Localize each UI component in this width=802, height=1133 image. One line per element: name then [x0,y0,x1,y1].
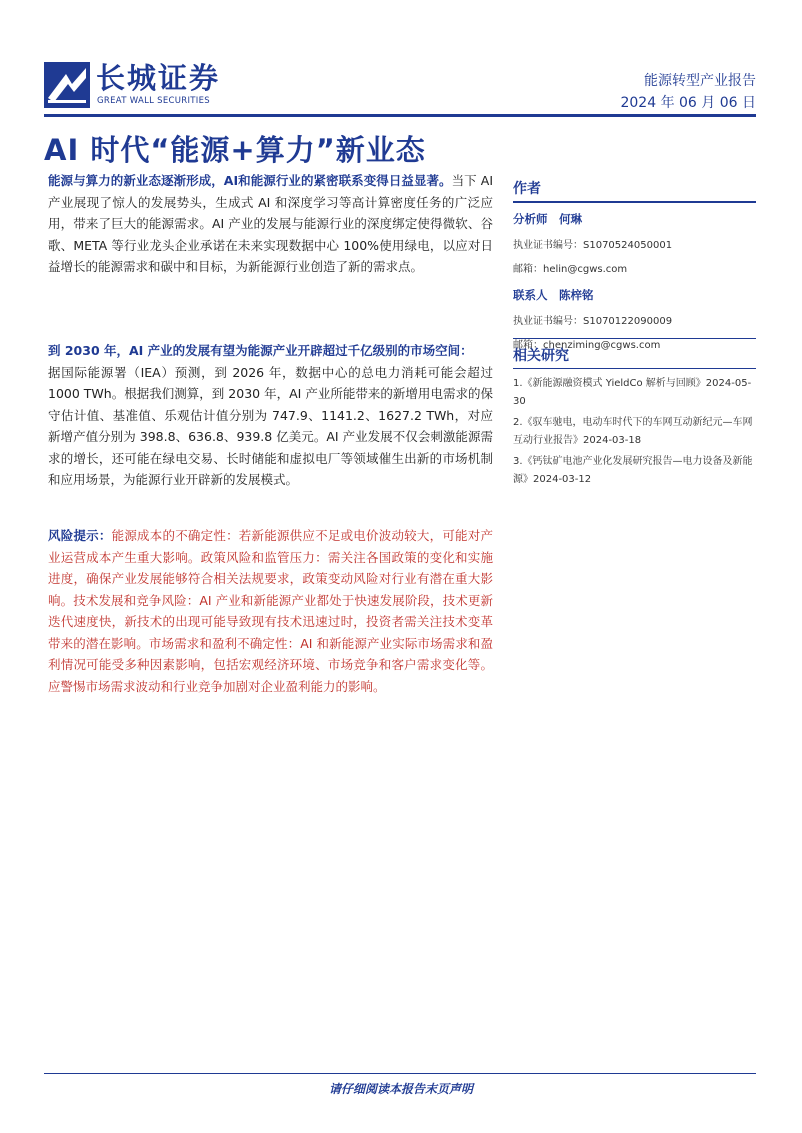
section-2 [48,340,493,491]
related-heading: 相关研究 [513,345,756,369]
section-1 [48,170,493,278]
related-item-2[interactable]: 2.《驭车驰电，电动车时代下的车网互动新纪元—车网互动行业报告》2024-03-18 [513,417,753,446]
author-2-email[interactable]: 邮箱：chenziming@cgws.com [513,340,661,351]
section-1-body: 当下 AI 产业展现了惊人的发展势头，生成式 AI 和深度学习等高计算密度任务的广泛应用，带来了巨大的能源需求。AI 产业的发展与能源行业的深度绑定使得微软、谷歌、META 等行业龙头企业承诺在未来实现数据中心 100%使用绿电，以应对日益增长的能源需求和碳中和目标，为新能源行业创造了新的需求点。 [48,173,494,274]
logo-text-cn: 长城证券 [96,61,221,95]
header-divider [44,114,756,117]
section-2-lead: 到 2030 年，AI 产业的发展有望为能源产业开辟超过千亿级别的市场空间： [48,343,473,358]
related-item-3[interactable]: 3.《钙钛矿电池产业化发展研究报告—电力设备及新能源》2024-03-12 [513,456,753,485]
footer-divider [44,1073,756,1074]
logo-text-en: GREAT WALL SECURITIES [97,96,210,106]
doc-type: 能源转型产业报告 [644,73,756,89]
author-1-name: 分析师 何琳 [513,212,582,226]
author-2-name: 联系人 陈梓铭 [513,288,594,302]
section-1-lead: 能源与算力的新业态逐渐形成，AI和能源行业的紧密联系变得日益显著。 [48,173,452,188]
author-1-email[interactable]: 邮箱：helin@cgws.com [513,264,628,275]
risk-section [48,525,493,697]
related-item-1[interactable]: 1.《新能源融资模式 YieldCo 解析与回顾》2024-05-30 [513,378,752,407]
footer-disclaimer: 请仔细阅读本报告末页声明 [328,1082,473,1096]
doc-date: 2024 年 06 月 06 日 [620,95,756,111]
author-2-cert: 执业证书编号：S1070122090009 [513,316,673,327]
logo-icon [44,62,90,108]
risk-body: 能源成本的不确定性：若新能源供应不足或电价波动较大，可能对产业运营成本产生重大影响。政策风险和监管压力：需关注各国政策的变化和实施进度，确保产业发展能够符合相关法规要求，政策变动风险对行业有潜在重大影响。技术发展和竞争风险：AI 产业和新能源产业都处于快速发展阶段，技术更新迭代速度快，新技术的出现可能导致现有技术迅速过时，投资者需关注技术变革带来的潜在影响。市场需求和盈利不确定性：AI 和新能源产业实际市场需求和盈利情况可能受多种因素影响，包括宏观经济环境、市场竞争和客户需求变化等。应警惕市场需求波动和行业竞争加剧对企业盈利能力的影响。 [48,528,493,694]
risk-lead: 风险提示： [48,528,112,543]
page-title: AI 时代“能源+算力”新业态 [44,133,426,167]
authors-panel [513,178,756,351]
related-top-rule [513,338,756,339]
related-panel [513,338,756,489]
author-1-cert: 执业证书编号：S1070524050001 [513,240,673,251]
authors-heading: 作者 [513,178,756,203]
section-2-body: 据国际能源署（IEA）预测，到 2026 年，数据中心的总电力消耗可能会超过 1000 TWh。根据我们测算，到 2030 年，AI 产业所能带来的新增用电需求的保守估计值、基准值、乐观估计值分别为 747.9、1141.2、1627.2 TWh，对应新增产值分别为 398.8、636.8、939.8 亿美元。AI 产业发展不仅会刺激能源需求的增长，还可能在绿电交易、长时储能和虚拟电厂等领域催生出新的市场机制和应用场景，为能源行业开辟新的发展模式。 [48,364,493,487]
